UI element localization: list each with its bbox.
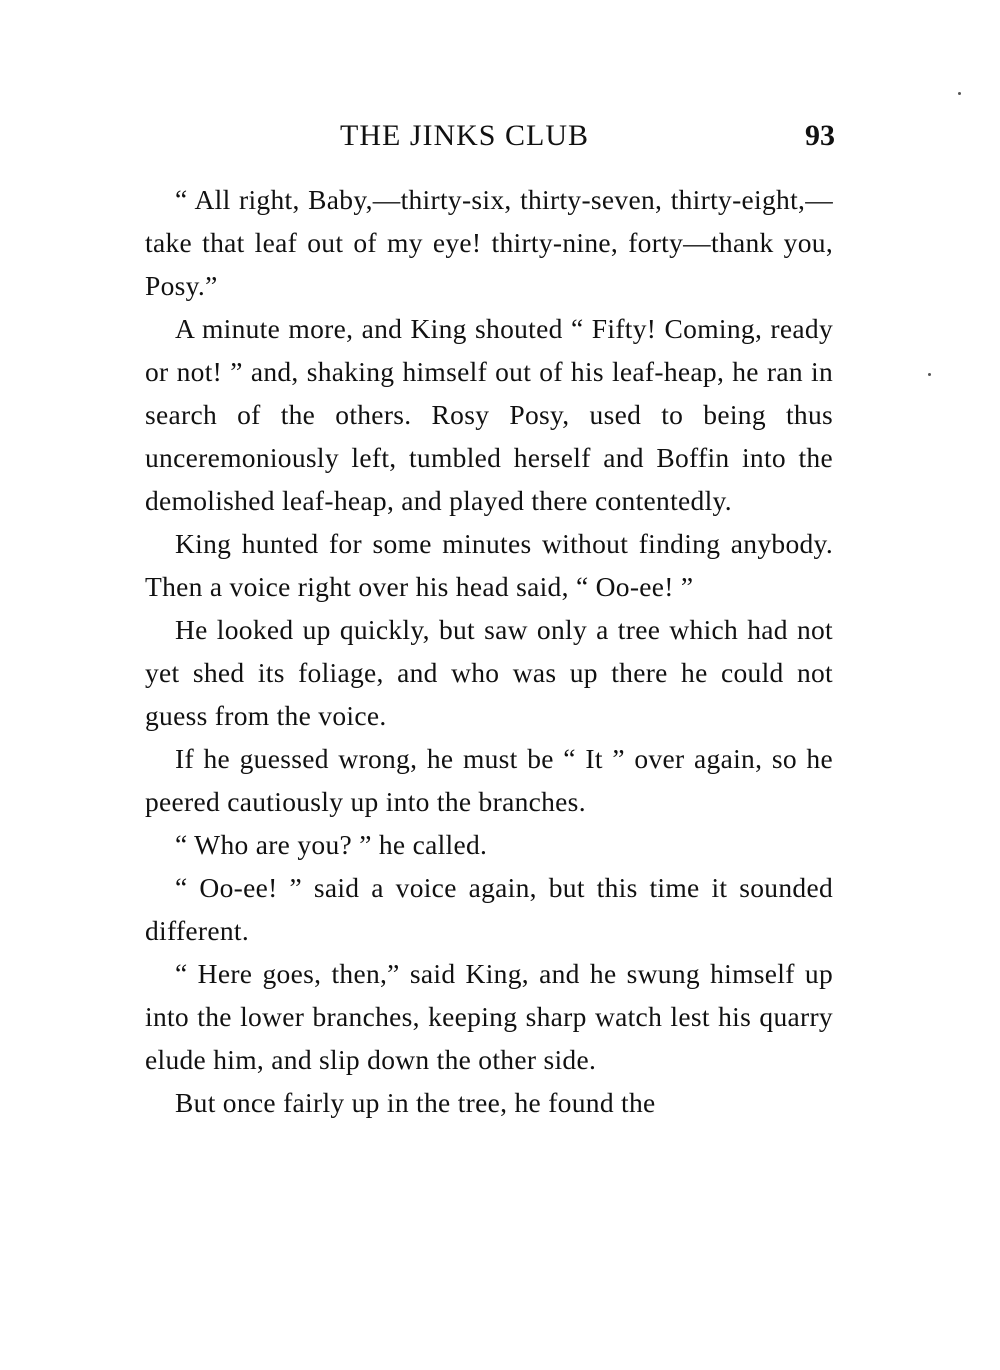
- paragraph: “ Who are you? ” he called.: [175, 829, 488, 860]
- page-number: 93: [805, 119, 835, 152]
- paragraph: “ All right, Baby,—thirty-six, thirty-seven, thirty-eight,—take that leaf out of my eye! thirty-nine, forty—thank you, Posy.”: [145, 184, 833, 301]
- paragraph: If he guessed wrong, he must be “ It ” over again, so he peered cautiously up into the branches.: [145, 743, 833, 817]
- paragraph: “ Here goes, then,” said King, and he swung himself up into the lower branches, keeping sharp watch lest his quarry elude him, and slip down the other side.: [145, 958, 833, 1075]
- paragraph: King hunted for some minutes without finding anybody. Then a voice right over his head said, “ Oo-ee! ”: [145, 528, 833, 602]
- paragraph: He looked up quickly, but saw only a tree which had not yet shed its foliage, and who was up there he could not guess from the voice.: [145, 614, 833, 731]
- paragraph: But once fairly up in the tree, he found the: [175, 1087, 656, 1118]
- running-head: [145, 112, 835, 160]
- scan-speck: [928, 373, 931, 376]
- body-text: [145, 178, 833, 1124]
- scan-speck: [958, 92, 961, 95]
- paragraph: A minute more, and King shouted “ Fifty! Coming, ready or not! ” and, shaking himself out of his leaf-heap, he ran in search of the others. Rosy Posy, used to being thus unceremoniously left, tumbled herself and Boffin into the demolished leaf-heap, and played there contentedly.: [145, 313, 833, 516]
- paragraph: “ Oo-ee! ” said a voice again, but this time it sounded different.: [145, 872, 833, 946]
- running-title: THE JINKS CLUB: [340, 119, 590, 152]
